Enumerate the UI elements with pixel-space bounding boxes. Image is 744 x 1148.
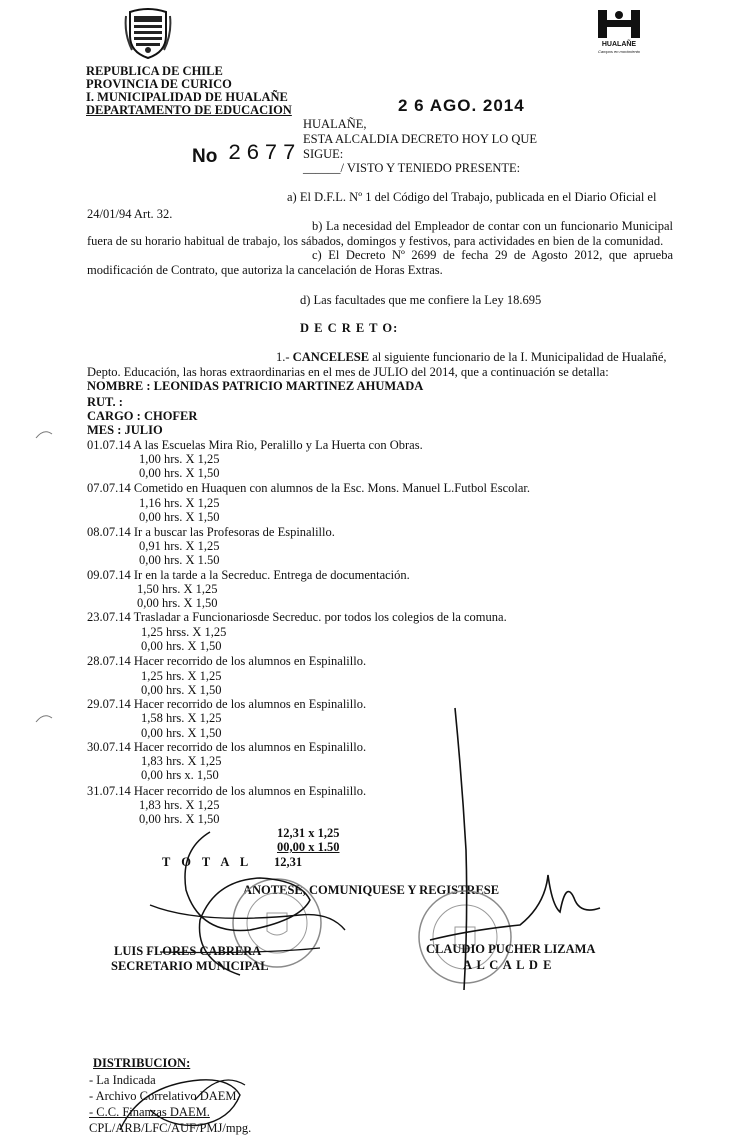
decreto-title: D E C R E T O:: [300, 321, 399, 335]
entry-hours-125: 1,25 hrs. X 1,25: [141, 669, 222, 683]
entry-hours-150: 0,00 hrs x. 1,50: [141, 768, 219, 782]
entry-line: 08.07.14 Ir a buscar las Profesoras de Espinalillo.: [87, 525, 335, 539]
intro-visto: ______/ VISTO Y TENIEDO PRESENTE:: [303, 161, 521, 175]
signature-right-name: CLAUDIO PUCHER LIZAMA: [426, 942, 596, 956]
entry-hours-125: 0,91 hrs. X 1,25: [139, 539, 220, 553]
cancelese-word: CANCELESE: [292, 350, 370, 364]
total-label: T O T A L: [162, 855, 253, 869]
entry-hours-150: 0,00 hrs. X 1,50: [139, 510, 220, 524]
signature-right-title: A L C A L D E: [463, 958, 553, 972]
punch-hole-mark: [34, 428, 54, 444]
entry-hours-125: 1,83 hrs. X 1,25: [141, 754, 222, 768]
decree-number: 2677: [228, 141, 301, 166]
entry-hours-150: 0,00 hrs. X 1,50: [137, 596, 218, 610]
total-150: [277, 841, 340, 854]
visto-c: c) El Decreto Nº 2699 de fecha 29 de Agosto 2012, que aprueba modificación de Contrato, que autoriza la cancelación de Horas Extras.: [87, 248, 673, 277]
entry-line: 07.07.14 Cometido en Huaquen con alumnos de la Esc. Mons. Manuel L.Futbol Escolar.: [87, 481, 530, 495]
entry-hours-125: 1,58 hrs. X 1,25: [141, 711, 222, 725]
logo-tagline: Campos en movimiento: [597, 49, 641, 54]
entry-hours-125: 1,50 hrs. X 1,25: [137, 582, 218, 596]
header-provincia: PROVINCIA DE CURICO: [86, 77, 232, 91]
distribucion-item: - C.C. Finanzas DAEM.: [89, 1105, 210, 1119]
hualane-logo: [594, 8, 644, 56]
intro-hualane: HUALAÑE,: [303, 117, 367, 131]
employee-cargo: CARGO : CHOFER: [87, 409, 198, 423]
entry-line: 09.07.14 Ir en la tarde a la Secreduc. Entrega de documentación.: [87, 568, 410, 582]
total-150-value: 00,00 x 1.50: [277, 840, 340, 854]
cancelese-line1: [276, 351, 667, 364]
signature-left-title: SECRETARIO MUNICIPAL: [111, 959, 269, 973]
employee-rut: RUT. :: [87, 395, 123, 409]
entry-hours-150: 0,00 hrs. X 1,50: [141, 683, 222, 697]
employee-nombre: NOMBRE : LEONIDAS PATRICIO MARTINEZ AHUMADA: [87, 379, 424, 393]
intro-sigue: SIGUE:: [303, 147, 344, 161]
entry-hours-150: 0,00 hrs. X 1,50: [141, 726, 222, 740]
cancelese-num: 1.-: [276, 350, 290, 364]
entry-hours-125: 1,25 hrss. X 1,25: [141, 625, 227, 639]
entry-line: 31.07.14 Hacer recorrido de los alumnos en Espinalillo.: [87, 784, 367, 798]
distribucion-item: - Archivo Correlativo DAEM.: [89, 1089, 240, 1103]
header-republica: REPUBLICA DE CHILE: [86, 64, 223, 78]
entry-line: 23.07.14 Trasladar a Funcionariosde Secreduc. por todos los colegios de la comuna.: [87, 610, 507, 624]
employee-mes: MES : JULIO: [87, 423, 163, 437]
visto-a-line2: 24/01/94 Art. 32.: [87, 207, 173, 221]
signature-left-name: LUIS FLORES CABRERA: [114, 944, 262, 958]
entry-line: 28.07.14 Hacer recorrido de los alumnos en Espinalillo.: [87, 654, 367, 668]
visto-b: b) La necesidad del Empleador de contar con un funcionario Municipal fuera de su horario habitual de trabajo, los sábados, domingos y festivos, para actividades en bien de la comunidad.: [87, 219, 673, 248]
coat-of-arms-logo: [124, 6, 172, 60]
visto-d: d) Las facultades que me confiere la Ley 18.695: [300, 293, 542, 307]
total-125: 12,31 x 1,25: [277, 826, 340, 840]
entry-line: 01.07.14 A las Escuelas Mira Rio, Peralillo y La Huerta con Obras.: [87, 438, 423, 452]
entry-line: 30.07.14 Hacer recorrido de los alumnos en Espinalillo.: [87, 740, 367, 754]
header-departamento: DEPARTAMENTO DE EDUCACION: [86, 103, 292, 117]
entry-line: 29.07.14 Hacer recorrido de los alumnos en Espinalillo.: [87, 697, 367, 711]
punch-hole-mark: [34, 712, 54, 728]
total-value: 12,31: [274, 855, 303, 869]
distribucion-item: CPL/ARB/LFC/AUF/PMJ/mpg.: [89, 1121, 252, 1135]
municipal-seal-left: [222, 873, 332, 973]
entry-hours-150: 0,00 hrs. X 1,50: [141, 639, 222, 653]
decree-prefix: No: [192, 146, 218, 167]
date-stamp: 2 6 AGO. 2014: [398, 96, 525, 115]
cancelese-rest: al siguiente funcionario de la I. Municipalidad de Hualañé,: [372, 350, 667, 364]
header-municipalidad: I. MUNICIPALIDAD DE HUALAÑE: [86, 90, 288, 104]
entry-hours-150: 0,00 hrs. X 1,50: [139, 466, 220, 480]
entry-hours-150: 0,00 hrs. X 1,50: [139, 812, 220, 826]
visto-a-line1: a) El D.F.L. Nº 1 del Código del Trabajo, publicada en el Diario Oficial el: [287, 190, 657, 204]
entry-hours-125: 1,83 hrs. X 1,25: [139, 798, 220, 812]
distribucion-title: DISTRIBUCION:: [93, 1056, 191, 1070]
logo-text: HUALAÑE: [601, 41, 637, 48]
entry-hours-125: 1,00 hrs. X 1,25: [139, 452, 220, 466]
municipal-seal-right: [410, 885, 520, 990]
entry-hours-125: 1,16 hrs. X 1,25: [139, 496, 220, 510]
cancelese-line2: Depto. Educación, las horas extraordinarias en el mes de JULIO del 2014, que a continuación se detalla:: [87, 365, 609, 379]
distribucion-item: - La Indicada: [89, 1073, 156, 1087]
anotese-line: ANOTESE, COMUNIQUESE Y REGISTRESE: [243, 883, 500, 897]
intro-alcaldia: ESTA ALCALDIA DECRETO HOY LO QUE: [303, 132, 538, 146]
entry-hours-150: 0,00 hrs. X 1.50: [139, 553, 220, 567]
